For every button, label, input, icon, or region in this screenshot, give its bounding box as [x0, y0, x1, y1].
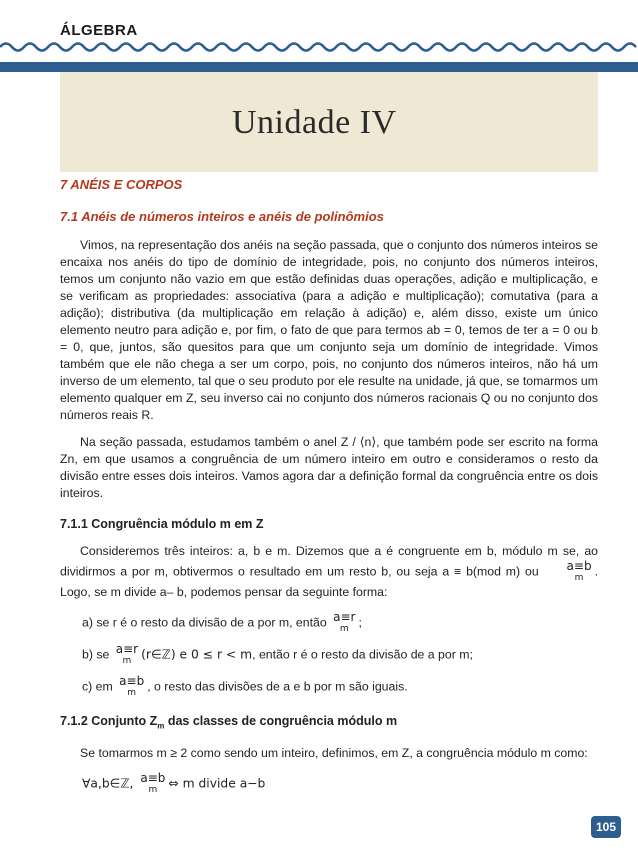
unit-title: Unidade IV — [232, 104, 397, 141]
subsection-2-text: Se tomarmos m ≥ 2 como sendo um inteiro, definimos, em Z, a congruência módulo m como: — [80, 745, 588, 760]
unit-title-box — [60, 72, 598, 172]
page-header — [0, 0, 638, 52]
congruence-intro-b: . Logo, se m divide a– b, podemos pensar da seguinte forma: — [60, 564, 598, 599]
subsection-1-heading: 7.1.1 Congruência módulo m em Z — [60, 517, 264, 531]
paragraph-2: Na seção passada, estudamos também o anel Z / ⟨n⟩, que também pode ser escrito na forma Zn, em que usamos a congruência de um número inteiro em outro e consideramos o resto da divisão entre esses dois inteiros. Vamos agora dar a definição formal da congruência entre os dois inteiros. — [60, 435, 598, 500]
congruence-ab-mod-m: a≡b m — [566, 559, 592, 583]
section-heading: 7 ANÉIS E CORPOS — [60, 177, 183, 192]
page-number-badge: 105 — [591, 816, 621, 838]
item-b: b) se a≡r m (r∈ℤ) e 0 ≤ r < m, então r é o resto da divisão de a por m; — [82, 642, 473, 666]
subsection-heading: 7.1 Anéis de números inteiros e anéis de polinômios — [60, 209, 384, 224]
congruence-ab-mod-m-c: a≡b m — [119, 674, 145, 698]
item-c: c) em a≡b m , o resto das divisões de a e b por m são iguais. — [82, 674, 408, 698]
header-label: ÁLGEBRA — [60, 22, 138, 39]
paragraph-1: Vimos, na representação dos anéis na seção passada, que o conjunto dos números inteiros se encaixa nos anéis do tipo de domínio de integridade, pois, no conjunto dos números inteiros, temos um conjunto não vazio em que estão definidas duas operações, adição e multiplicação, e se verificam as propriedades: associativa (para a adição e multiplicação); comutativa (para a adição); distributiva (da multiplicação em relação à adição) e, além disso, existe um único elemento neutro para adição e, por fim, o fato de que para termos ab = 0, temos de ter a = 0 ou b = 0, que, juntos, são quesitos para que um conjunto seja um domínio de integridade. Vimos também que ele não chega a ser um corpo, pois, no conjunto dos números inteiros, não há um inverso de um elemento, tal que o seu produto por ele resulte na unidade, já que, se tomarmos um elemento qualquer em Z, seu inverso cai no conjunto dos números racionais Q ou no conjunto dos números reais R. — [60, 238, 598, 422]
header-stripe — [0, 62, 638, 72]
congruence-ar-mod-m: a≡r m — [333, 610, 356, 634]
wave-ornament — [0, 40, 638, 54]
page-content — [60, 176, 598, 796]
item-a: a) se r é o resto da divisão de a por m, então a≡r m ; — [82, 610, 362, 634]
congruence-formula: ∀a,b∈ℤ, a≡b m ⇔ m divide a−b — [82, 770, 266, 795]
congruence-ab-mod-m-formula: a≡b m — [140, 770, 166, 795]
congruence-definition — [60, 543, 598, 601]
subsection-2-heading: 7.1.2 Conjunto $Z_m$ das classes de congruência módulo m — [60, 714, 398, 731]
congruence-intro-a: Consideremos três inteiros: a, b e m. Dizemos que a é congruente em b, módulo m se, ao dividirmos a por m, obtivermos o resultado em um resto b, ou seja a ≡ b(mod m) ou — [60, 544, 598, 579]
congruence-ar-mod-m-b: a≡r m — [115, 642, 139, 666]
